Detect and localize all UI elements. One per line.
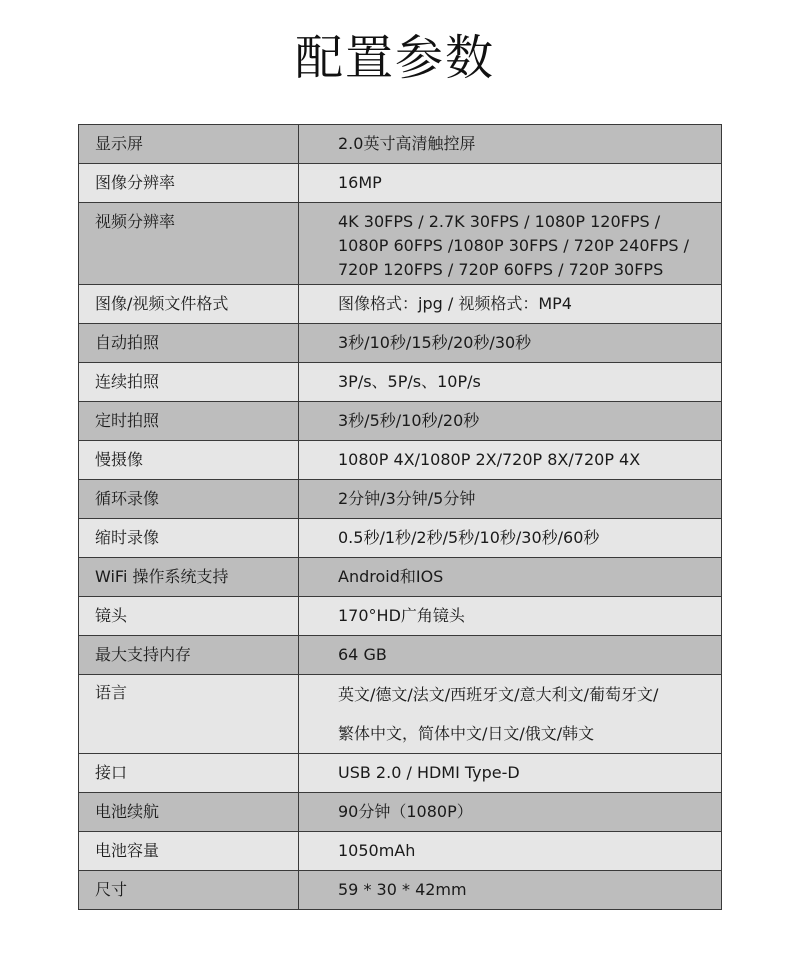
spec-row bbox=[79, 558, 722, 597]
spec-value-line: 英文/德文/法文/西班牙文/意大利文/葡萄牙文/ bbox=[338, 685, 659, 704]
spec-value-line: 170°HD广角镜头 bbox=[338, 606, 465, 625]
spec-row bbox=[79, 324, 722, 363]
spec-row bbox=[79, 441, 722, 480]
spec-value-line: 1080P 4X/1080P 2X/720P 8X/720P 4X bbox=[338, 450, 641, 469]
spec-value-line: 64 GB bbox=[338, 645, 387, 664]
spec-label: 连续拍照 bbox=[79, 363, 299, 402]
spec-label: 定时拍照 bbox=[79, 402, 299, 441]
spec-label: WiFi 操作系统支持 bbox=[79, 558, 299, 597]
spec-value-line: 图像格式：jpg / 视频格式：MP4 bbox=[338, 294, 572, 313]
spec-value bbox=[299, 441, 722, 480]
spec-value bbox=[299, 636, 722, 675]
spec-value-line: 1050mAh bbox=[338, 841, 416, 860]
spec-value bbox=[299, 793, 722, 832]
spec-label: 电池容量 bbox=[79, 832, 299, 871]
spec-label: 接口 bbox=[79, 754, 299, 793]
spec-label: 镜头 bbox=[79, 597, 299, 636]
spec-value-line: 1080P 60FPS /1080P 30FPS / 720P 240FPS / bbox=[338, 236, 689, 255]
spec-row bbox=[79, 402, 722, 441]
spec-value bbox=[299, 558, 722, 597]
spec-row bbox=[79, 203, 722, 285]
spec-label: 慢摄像 bbox=[79, 441, 299, 480]
spec-label: 最大支持内存 bbox=[79, 636, 299, 675]
spec-value bbox=[299, 203, 722, 285]
spec-value bbox=[299, 871, 722, 910]
spec-value-line: USB 2.0 / HDMI Type-D bbox=[338, 763, 520, 782]
spec-value-line: 4K 30FPS / 2.7K 30FPS / 1080P 120FPS / bbox=[338, 212, 661, 231]
spec-value bbox=[299, 125, 722, 164]
spec-table bbox=[78, 124, 722, 910]
spec-label: 循环录像 bbox=[79, 480, 299, 519]
spec-value-line: 16MP bbox=[338, 173, 382, 192]
spec-value-line: 2分钟/3分钟/5分钟 bbox=[338, 489, 476, 508]
spec-value bbox=[299, 832, 722, 871]
spec-value bbox=[299, 324, 722, 363]
spec-label: 图像/视频文件格式 bbox=[79, 285, 299, 324]
spec-row bbox=[79, 636, 722, 675]
spec-label: 语言 bbox=[79, 675, 299, 754]
spec-value-line: 0.5秒/1秒/2秒/5秒/10秒/30秒/60秒 bbox=[338, 528, 600, 547]
spec-label: 自动拍照 bbox=[79, 324, 299, 363]
spec-value bbox=[299, 402, 722, 441]
spec-row bbox=[79, 675, 722, 754]
spec-row bbox=[79, 164, 722, 203]
spec-label: 缩时录像 bbox=[79, 519, 299, 558]
spec-value-line: 3秒/10秒/15秒/20秒/30秒 bbox=[338, 333, 532, 352]
spec-value bbox=[299, 597, 722, 636]
spec-value bbox=[299, 164, 722, 203]
spec-value-line: 59 * 30 * 42mm bbox=[338, 880, 467, 899]
spec-value bbox=[299, 754, 722, 793]
spec-value-line: 3秒/5秒/10秒/20秒 bbox=[338, 411, 480, 430]
spec-row bbox=[79, 125, 722, 164]
spec-row bbox=[79, 480, 722, 519]
spec-value bbox=[299, 480, 722, 519]
spec-label: 尺寸 bbox=[79, 871, 299, 910]
spec-row bbox=[79, 754, 722, 793]
spec-value-line: Android和IOS bbox=[338, 567, 444, 586]
spec-row bbox=[79, 519, 722, 558]
spec-row bbox=[79, 832, 722, 871]
spec-label: 显示屏 bbox=[79, 125, 299, 164]
spec-label: 图像分辨率 bbox=[79, 164, 299, 203]
spec-value-line: 90分钟（1080P） bbox=[338, 802, 473, 821]
spec-value bbox=[299, 519, 722, 558]
spec-label: 视频分辨率 bbox=[79, 203, 299, 285]
spec-value bbox=[299, 363, 722, 402]
spec-value-line: 繁体中文，简体中文/日文/俄文/韩文 bbox=[338, 724, 595, 743]
spec-value-line: 2.0英寸高清触控屏 bbox=[338, 134, 476, 153]
spec-row bbox=[79, 793, 722, 832]
spec-value bbox=[299, 675, 722, 754]
spec-value bbox=[299, 285, 722, 324]
spec-row bbox=[79, 363, 722, 402]
spec-row bbox=[79, 285, 722, 324]
spec-row bbox=[79, 597, 722, 636]
spec-row bbox=[79, 871, 722, 910]
spec-value-line: 720P 120FPS / 720P 60FPS / 720P 30FPS bbox=[338, 260, 664, 279]
spec-value-line: 3P/s、5P/s、10P/s bbox=[338, 372, 481, 391]
page-title: 配置参数 bbox=[294, 30, 495, 86]
spec-label: 电池续航 bbox=[79, 793, 299, 832]
